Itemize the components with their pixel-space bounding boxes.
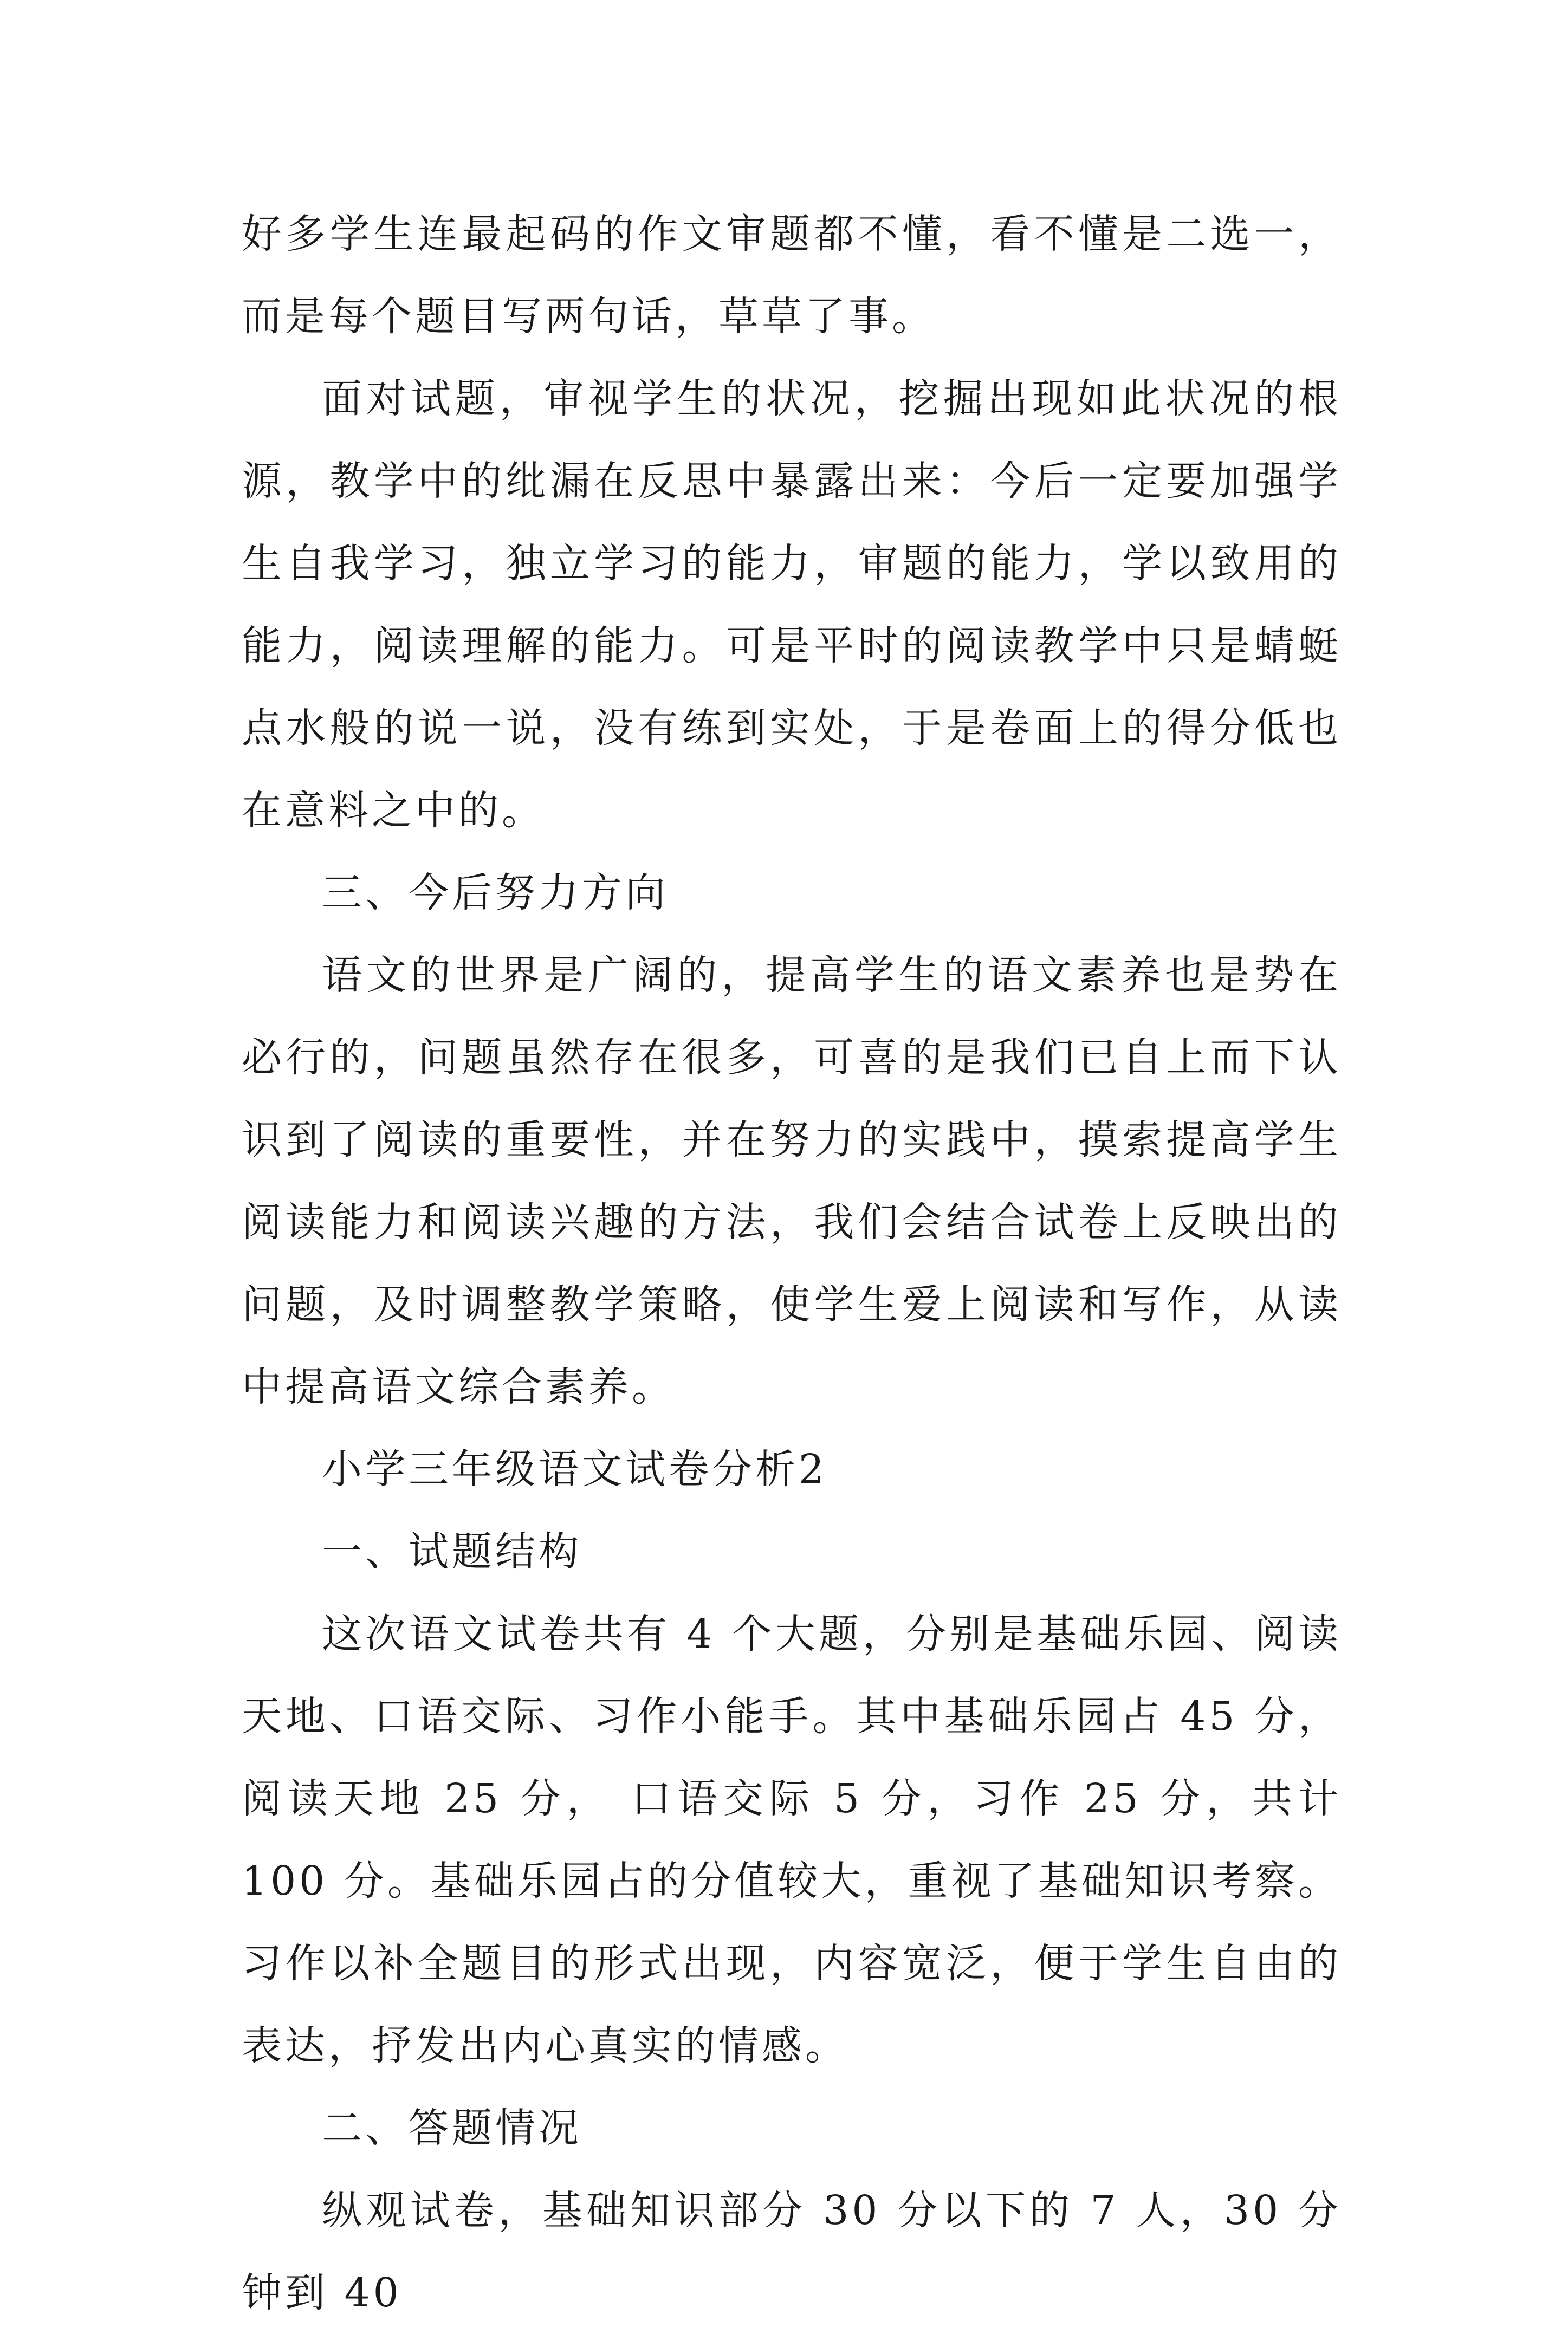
paragraph-answer-situation: 纵观试卷，基础知识部分 30 分以下的 7 人，30 分钟到 40 [242,2187,1342,2316]
paragraph-reflection: 面对试题，审视学生的状况，挖掘出现如此状况的根源，教学中的纰漏在反思中暴露出来：今后一定要加强学生自我学习，独立学习的能力，审题的能力，学以致用的能力，阅读理解的能力。可是平时的阅读教学中只是蜻蜓点水般的说一说，没有练到实处，于是卷面上的得分低也在意料之中的。 [242,375,1342,834]
paragraph-future-direction: 语文的世界是广阔的，提高学生的语文素养也是势在必行的，问题虽然存在很多，可喜的是我们已自上而下认识到了阅读的重要性，并在努力的实践中，摸索提高学生阅读能力和阅读兴趣的方法，我们会结合试卷上反映出的问题，及时调整教学策略，使学生爱上阅读和写作，从读中提高语文综合素养。 [242,952,1342,1410]
section-heading-future-direction: 三、今后努力方向 [322,870,669,916]
document-body [242,193,1342,2334]
section-heading-answer-situation: 二、答题情况 [322,2105,582,2151]
section-heading-test-structure: 一、试题结构 [322,1528,582,1575]
paragraph-test-structure: 这次语文试卷共有 4 个大题，分别是基础乐园、阅读天地、口语交际、习作小能手。其中基础乐园占 45 分，阅读天地 25 分， 口语交际 5 分，习作 25 分，共计 100 分。基础乐园占的分值较大，重视了基础知识考察。习作以补全题目的形式出现，内容宽泛，便于学生自由的表达，抒发出内心真实的情感。 [242,1611,1342,2069]
paragraph-composition-issues: 好多学生连最起码的作文审题都不懂，看不懂是二选一，而是每个题目写两句话，草草了事。 [242,211,1342,340]
article-title-analysis-2: 小学三年级语文试卷分析2 [322,1446,828,1493]
